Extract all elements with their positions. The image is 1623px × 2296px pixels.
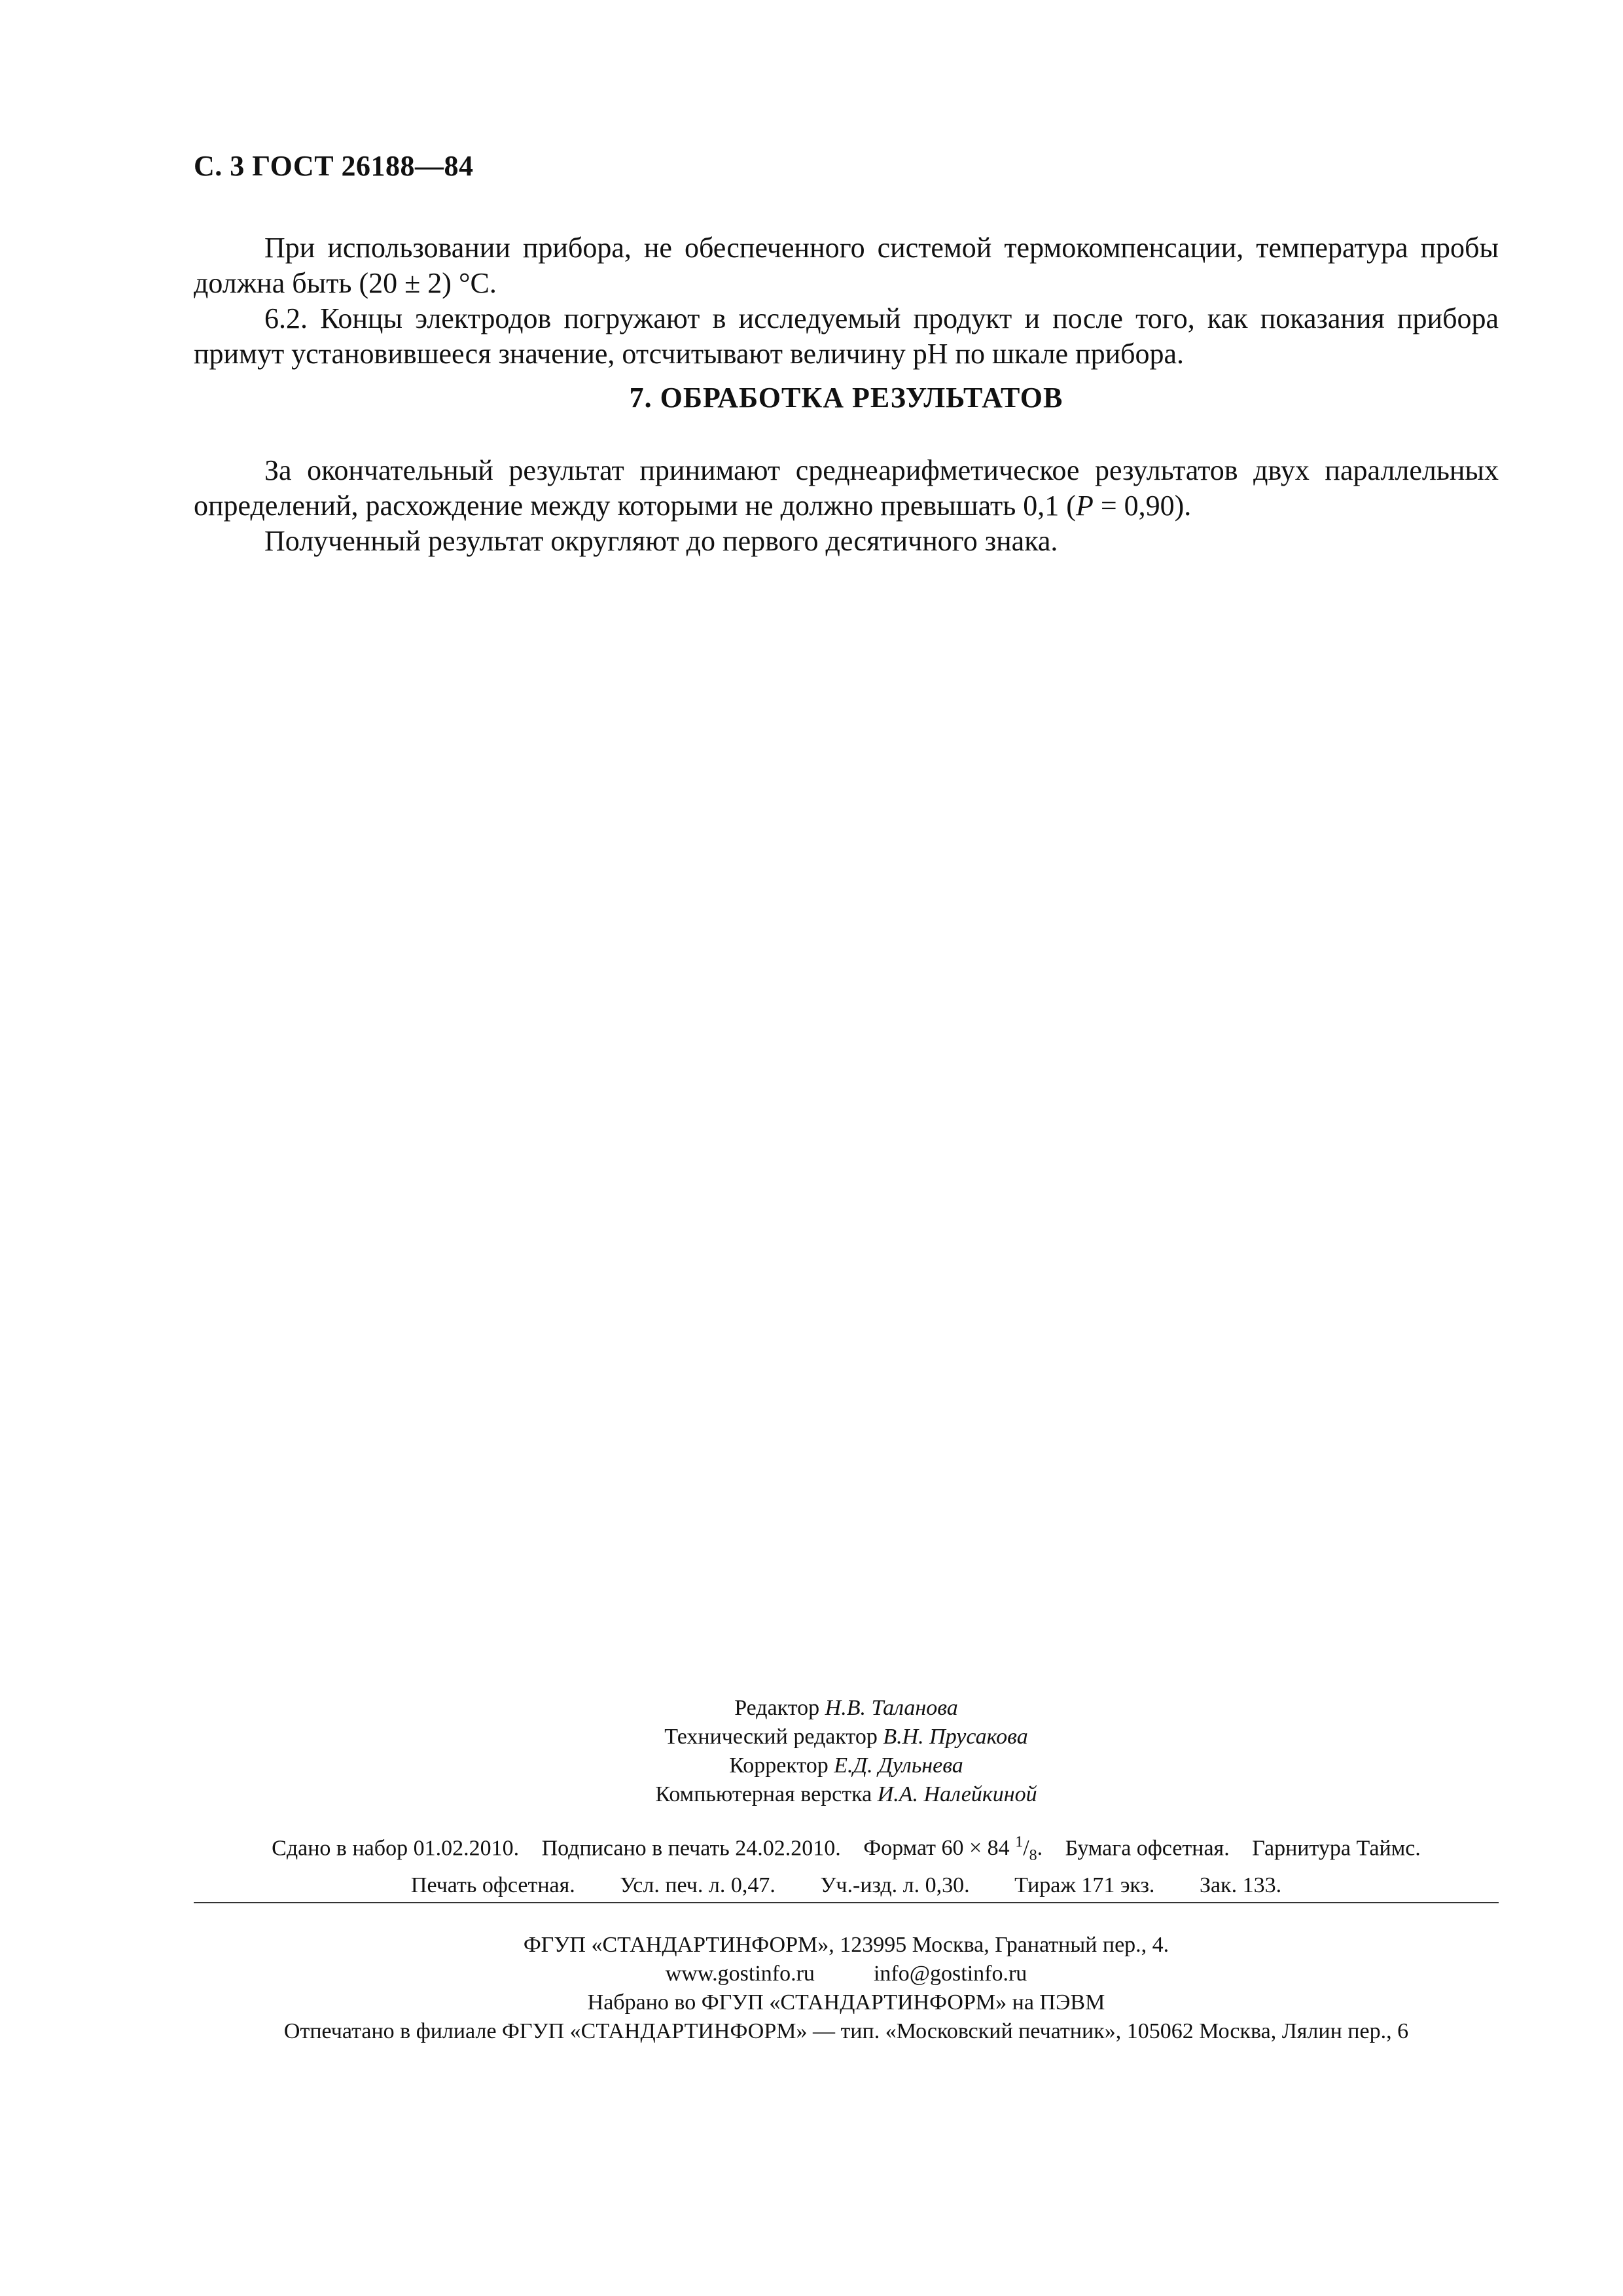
credit-role: Корректор	[729, 1753, 829, 1778]
publisher-contacts	[194, 1960, 1499, 1988]
paragraph-rounding: Полученный результат округляют до первого десятичного знака.	[264, 525, 1058, 557]
printed-by: Отпечатано в филиале ФГУП «СТАНДАРТИНФОРМ» — тип. «Московский печатник», 105062 Москва, Лялин пер., 6	[283, 2019, 1409, 2043]
publisher-website: www.gostinfo.ru	[665, 1962, 815, 1986]
divider-line	[194, 1902, 1499, 1903]
credit-person: В.Н. Прусакова	[883, 1725, 1028, 1749]
format-den: 8	[1029, 1847, 1037, 1865]
section-text-block	[194, 453, 1499, 559]
signed-date: Подписано в печать 24.02.2010.	[541, 1836, 841, 1861]
format	[863, 1834, 1043, 1865]
paragraph-6-2: 6.2. Концы электродов погружают в исследуемый продукт и после того, как показания прибора примут установившееся значение, отсчитывают величину рН по шкале прибора.	[194, 302, 1499, 370]
page-header: С. 3 ГОСТ 26188—84	[194, 150, 474, 182]
print-info-block	[194, 1827, 1499, 1901]
publisher-block	[194, 1931, 1499, 2046]
print-info-line-1	[194, 1827, 1499, 1871]
format-prefix: Формат 60 × 84	[863, 1836, 1010, 1861]
credit-person: Е.Д. Дульнева	[834, 1753, 963, 1778]
publisher-address: ФГУП «СТАНДАРТИНФОРМ», 123995 Москва, Гранатный пер., 4.	[523, 1933, 1169, 1957]
credit-role: Технический редактор	[664, 1725, 878, 1749]
publisher-email: info@gostinfo.ru	[873, 1962, 1027, 1986]
publishing-sheets: Уч.-изд. л. 0,30.	[820, 1873, 970, 1898]
format-num: 1	[1015, 1834, 1024, 1851]
credit-person: И.А. Налейкиной	[877, 1782, 1037, 1806]
print-info-line-2	[194, 1871, 1499, 1901]
credit-role: Редактор	[734, 1696, 820, 1720]
paragraph-thermo-compensation: При использовании прибора, не обеспеченного системой термокомпенсации, температура пробы должна быть (20 ± 2) °С.	[194, 232, 1499, 299]
probability-variable: P	[1075, 490, 1094, 522]
credit-role: Компьютерная верстка	[655, 1782, 872, 1806]
credit-proofreader	[194, 1751, 1499, 1780]
probability-value: = 0,90).	[1093, 490, 1192, 522]
top-text-block	[194, 230, 1499, 372]
paper-type: Бумага офсетная.	[1065, 1836, 1230, 1861]
typeface: Гарнитура Таймс.	[1252, 1836, 1421, 1861]
credit-layout	[194, 1780, 1499, 1809]
print-sheets: Усл. печ. л. 0,47.	[620, 1873, 776, 1898]
credit-person: Н.В. Таланова	[825, 1696, 958, 1720]
print-run: Тираж 171 экз.	[1014, 1873, 1155, 1898]
credit-tech-editor	[194, 1723, 1499, 1751]
format-suffix: .	[1037, 1836, 1043, 1861]
paragraph-final-result	[194, 453, 1499, 524]
order-number: Зак. 133.	[1199, 1873, 1282, 1898]
final-result-text: За окончательный результат принимают среднеарифметическое результатов двух параллельных определений, расхождение между которыми не должно превышать 0,1 (	[194, 454, 1499, 522]
typeset-by: Набрано во ФГУП «СТАНДАРТИНФОРМ» на ПЭВМ	[587, 1990, 1105, 2015]
section-title: 7. ОБРАБОТКА РЕЗУЛЬТАТОВ	[629, 382, 1063, 414]
typeset-date: Сдано в набор 01.02.2010.	[272, 1836, 520, 1861]
credit-editor	[194, 1694, 1499, 1723]
format-sep: /	[1023, 1836, 1029, 1861]
credits-block	[194, 1694, 1499, 1809]
printing-type: Печать офсетная.	[410, 1873, 575, 1898]
